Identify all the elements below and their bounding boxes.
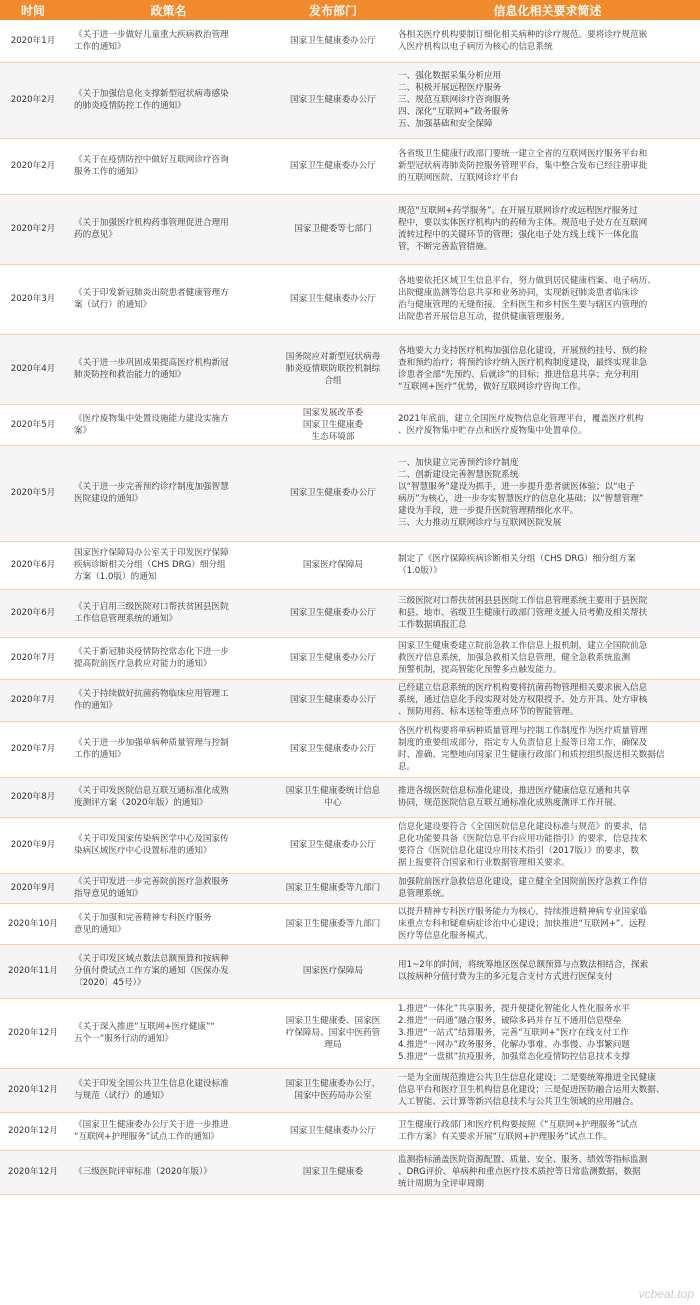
- cell-requirements: [395, 404, 700, 445]
- cell-requirements-line: 已经建立信息系统的医疗机构要将抗菌药物管理相关要求嵌入信息: [398, 683, 648, 693]
- cell-policy: [66, 679, 271, 721]
- table-row: [0, 445, 700, 541]
- cell-time: 2020年1月: [0, 20, 66, 62]
- cell-requirements: [395, 1112, 700, 1150]
- cell-requirements-line: 诊患者全部“先预约、后就诊”的目标；推进信息共享；充分利用: [398, 370, 639, 380]
- cell-time: 2020年4月: [0, 334, 66, 404]
- cell-policy-line: 《关于加强医疗机构药事管理促进合理用: [74, 218, 229, 228]
- cell-policy-line: 《医疗废物集中处置设施能力建设实施方: [74, 413, 229, 424]
- cell-policy: [66, 873, 271, 903]
- cell-dept: [271, 944, 395, 998]
- cell-policy-line: 《国家卫生健康委办公厅关于进一步推进: [74, 1120, 229, 1130]
- cell-dept-line: 国家卫生健康委办公厅: [290, 653, 376, 663]
- table-row: [0, 817, 700, 873]
- table-header: [0, 0, 700, 20]
- cell-requirements-line: 推进各级医院信息标准化建设，推进医疗健康信息互通和共享: [398, 786, 631, 796]
- table-row: [0, 679, 700, 721]
- cell-requirements: [395, 873, 700, 903]
- cell-requirements-line: 救医疗信息系统，加强急救相关信息管理，健全急救系统监测: [398, 653, 631, 663]
- cell-policy-line: 《关于进一步完善预约诊疗制度加强智慧: [74, 482, 229, 492]
- cell-dept: [271, 679, 395, 721]
- cell-requirements-line: 统计周期为全评审周期: [398, 1179, 484, 1189]
- table-row: [0, 873, 700, 903]
- cell-requirements-line: 管，不断完善监管措施。: [398, 242, 493, 252]
- table-row: [0, 264, 700, 334]
- cell-time: 2020年2月: [0, 194, 66, 264]
- cell-requirements: [395, 334, 700, 404]
- cell-requirements-line: 3.推进“一站式”结算服务，完善“互联网+”医疗在线支付工作: [398, 1028, 629, 1038]
- cell-policy: [66, 404, 271, 445]
- table-row: [0, 404, 700, 445]
- cell-requirements: [395, 998, 700, 1068]
- cell-requirements-line: 2021年底前，建立全国医疗废物信息化管理平台，覆盖医疗机构: [398, 413, 644, 424]
- cell-requirements: [395, 903, 700, 944]
- cell-requirements-line: 病历”为核心，进一步夯实智慧医疗的信息化基础；以“智慧管理”: [398, 494, 644, 504]
- cell-requirements-line: 息管理系统。: [398, 889, 450, 899]
- cell-requirements-line: 国家卫生健康委建立院前急救工作信息上报机制，建立全国院前急: [398, 641, 648, 651]
- cell-time: 2020年6月: [0, 589, 66, 637]
- cell-dept: [271, 20, 395, 62]
- cell-requirements-line: 医疗等信息化服务模式。: [398, 930, 493, 941]
- cell-dept-line: 生态环境部: [311, 431, 355, 442]
- cell-policy-line: 《关于加强和完善精神专科医疗服务: [74, 912, 212, 923]
- cell-time: 2020年12月: [0, 1068, 66, 1112]
- cell-requirements-line: 4.推进“一网办”政务服务，化解办事难、办事慢、办事繁问题: [398, 1040, 630, 1050]
- cell-dept-line: 国家卫生健康委办公厅: [290, 608, 376, 618]
- cell-time: 2020年7月: [0, 679, 66, 721]
- cell-policy: [66, 1112, 271, 1150]
- table-row: [0, 721, 700, 777]
- cell-requirements: [395, 194, 700, 264]
- cell-dept: [271, 541, 395, 589]
- header-policy: 政策名: [66, 0, 271, 20]
- cell-requirements-line: 5.推进“一盘棋”抗疫服务，加强常态化疫情防控信息技术支撑: [398, 1052, 630, 1062]
- cell-requirements-line: 卫生健康行政部门和医疗机构要按照《“互联网+护理服务”试点: [398, 1120, 638, 1130]
- cell-dept: [271, 62, 395, 138]
- cell-policy: [66, 944, 271, 998]
- cell-policy-line: 《关于加强信息化支撑新型冠状病毒感染: [74, 89, 229, 99]
- cell-policy-line: 《关于新冠肺炎疫情防控常态化下进一步: [74, 647, 229, 657]
- cell-dept: [271, 903, 395, 944]
- cell-dept: [271, 589, 395, 637]
- cell-requirements-line: 查和预约治疗；将预约诊疗纳入医疗机构制度建设，最终实现非急: [398, 358, 648, 368]
- cell-dept-line: 国家卫生健康委办公厅: [290, 695, 376, 705]
- cell-policy: [66, 20, 271, 62]
- cell-dept: [271, 998, 395, 1068]
- cell-policy-line: 《三级医院评审标准（2020年版）》: [74, 1167, 212, 1177]
- cell-requirements-line: 各相关医疗机构要制订细化相关病种的诊疗规范。要将诊疗规范嵌: [398, 29, 648, 40]
- cell-policy-line: 《关于印发进一步完善院前医疗急救服务: [74, 877, 229, 887]
- cell-policy: [66, 445, 271, 541]
- cell-dept-line: 中心: [324, 798, 342, 808]
- table-body: [0, 20, 700, 1194]
- cell-requirements-line: 系统，通过信息化手段实现对处方权限授予、处方开具、处方审核: [398, 695, 648, 705]
- cell-requirements: [395, 679, 700, 721]
- cell-policy-line: 案（试行）的通知》: [74, 300, 152, 310]
- cell-dept: [271, 264, 395, 334]
- cell-requirements-line: 、医疗废物集中贮存点和医疗废物集中处置单位。: [398, 425, 588, 436]
- cell-requirements-line: 工作数据填报汇总: [398, 620, 467, 630]
- cell-requirements-line: 治与健康管理的无缝衔接。全科医生和乡村医生要与辖区内管理的: [398, 300, 648, 310]
- cell-requirements-line: 加强院前医疗急救信息化建设，建立健全全国院前医疗急救工作信: [398, 877, 648, 887]
- cell-requirements-line: 三、大力推动互联网诊疗与互联网医院发展: [398, 518, 562, 528]
- table-row: [0, 541, 700, 589]
- header-row: [0, 0, 700, 20]
- cell-policy-line: 〔2020〕45号）》: [74, 978, 146, 988]
- cell-dept-line: 理局: [324, 1040, 342, 1050]
- cell-policy: [66, 817, 271, 873]
- cell-requirements-line: 要符合《医院信息化建设应用技术指引（2017版）》的要求，数: [398, 846, 640, 856]
- cell-time: 2020年5月: [0, 445, 66, 541]
- cell-policy-line: 与规范（试行）的通知》: [74, 1091, 169, 1101]
- cell-requirements-line: 床重点专科和疑难病症诊治中心建设；加快推进“互联网+”、远程: [398, 918, 647, 929]
- cell-dept-line: 国家卫生健康委办公厅: [290, 35, 376, 46]
- cell-policy-line: 《关于印发新冠肺炎出院患者健康管理方: [74, 288, 229, 298]
- cell-dept-line: 国家卫生健康委: [302, 419, 364, 430]
- header-time: 时间: [0, 0, 66, 20]
- cell-requirements-line: 三、规范互联网诊疗咨询服务: [398, 95, 510, 105]
- cell-requirements: [395, 944, 700, 998]
- cell-dept: [271, 404, 395, 445]
- cell-policy-line: 指导意见的通知》: [74, 889, 143, 899]
- cell-policy-line: 药的意见》: [74, 230, 117, 240]
- cell-policy-line: 国家医疗保障局办公室关于印发医疗保障: [74, 548, 229, 558]
- cell-requirements-line: “互联网+医疗”优势，做好互联网诊疗咨询工作。: [398, 382, 586, 392]
- table-row: [0, 589, 700, 637]
- cell-requirements-line: 一、强化数据采集分析应用: [398, 71, 502, 81]
- cell-requirements-line: 人工智能、云计算等新兴信息技术与公共卫生领域的应用融合。: [398, 1097, 639, 1107]
- cell-requirements: [395, 62, 700, 138]
- table-row: [0, 777, 700, 817]
- cell-requirements-line: 以提升精神专科医疗服务能力为核心，持续推进精神病专业国家临: [398, 906, 648, 917]
- cell-dept: [271, 334, 395, 404]
- cell-requirements-line: 各医疗机构要将单病种质量管理与控制工作制度作为医疗质量管理: [398, 726, 648, 736]
- cell-dept-line: 国家卫生健康委办公厅: [290, 744, 376, 754]
- cell-policy: [66, 541, 271, 589]
- cell-policy: [66, 589, 271, 637]
- table-row: [0, 1068, 700, 1112]
- cell-time: 2020年12月: [0, 998, 66, 1068]
- cell-time: 2020年12月: [0, 1150, 66, 1194]
- cell-requirements-line: 用1~2年的时间，将统筹地区医保总额预算与点数法相结合，探索: [398, 960, 649, 970]
- cell-requirements-line: （1.0版）》: [398, 566, 442, 576]
- cell-policy: [66, 138, 271, 194]
- header-dept: 发布部门: [271, 0, 395, 20]
- cell-policy: [66, 721, 271, 777]
- cell-dept: [271, 138, 395, 194]
- cell-requirements-line: 新型冠状病毒肺炎防控服务管理平台，集中整合发布已经注册审批: [398, 161, 648, 171]
- cell-policy-line: 染病区域医疗中心设置标准的通知》: [74, 846, 212, 856]
- cell-requirements: [395, 541, 700, 589]
- cell-requirements-line: 一是为全面规范推进公共卫生信息化建设；二是要统筹推进全民健康: [398, 1073, 656, 1083]
- cell-dept-line: 国家卫生健康委等九部门: [285, 883, 381, 893]
- cell-time: 2020年7月: [0, 637, 66, 679]
- cell-requirements-line: 入医疗机构以电子病历为核心的信息系统: [398, 41, 553, 52]
- cell-requirements-line: 协同，规范医院信息互联互通标准化成熟度测评工作开展。: [398, 798, 622, 808]
- cell-time: 2020年9月: [0, 873, 66, 903]
- cell-policy-line: 肺炎防控和救治能力的通知》: [74, 370, 186, 380]
- cell-policy-line: 五个一”服务行动的通知》: [74, 1034, 173, 1044]
- cell-policy-line: 《关于印发区域点数法总额预算和按病种: [74, 954, 229, 964]
- cell-policy-line: 分值付费试点工作方案的通知（医保办发: [74, 966, 229, 976]
- cell-requirements: [395, 445, 700, 541]
- cell-dept-line: 国家医疗保障局: [302, 966, 364, 976]
- cell-time: 2020年11月: [0, 944, 66, 998]
- cell-dept-line: 国务院应对新型冠状病毒: [285, 352, 381, 362]
- cell-requirements: [395, 589, 700, 637]
- cell-policy-line: 《关于启用三级医院对口帮扶贫困县医院: [74, 602, 229, 612]
- cell-requirements-line: 预警机制，提高智能化预警多点触发能力。: [398, 665, 562, 675]
- cell-policy: [66, 998, 271, 1068]
- cell-policy-line: 案》: [74, 425, 92, 436]
- table-row: [0, 1150, 700, 1194]
- cell-requirements-line: 程中，要以实体医疗机构内的药师为主体。规范电子处方在互联网: [398, 218, 648, 228]
- cell-dept: [271, 194, 395, 264]
- cell-policy: [66, 1150, 271, 1194]
- cell-policy-line: 《关于印发全国公共卫生信息化建设标准: [74, 1079, 229, 1089]
- cell-dept-line: 国家卫健委等七部门: [294, 224, 372, 234]
- cell-policy-line: 《关于印发医院信息互联互通标准化成熟: [74, 786, 229, 796]
- table-row: [0, 20, 700, 62]
- cell-policy-line: 作的通知》: [74, 701, 117, 711]
- cell-dept: [271, 817, 395, 873]
- cell-dept: [271, 873, 395, 903]
- cell-dept-line: 国家卫生健康委: [302, 1167, 364, 1177]
- cell-policy-line: 《关于持续做好抗菌药物临床应用管理工: [74, 689, 229, 699]
- cell-dept: [271, 445, 395, 541]
- cell-requirements-line: 信息平台和医疗卫生机构信息化建设；三是促进医防融合运用大数据、: [398, 1085, 665, 1095]
- cell-requirements: [395, 777, 700, 817]
- cell-policy-line: 方案（1.0版）的通知: [74, 572, 157, 582]
- table-row: [0, 138, 700, 194]
- cell-policy: [66, 1068, 271, 1112]
- cell-dept-line: 国家卫生健康委、国家医: [285, 1016, 381, 1026]
- table-row: [0, 62, 700, 138]
- cell-policy: [66, 264, 271, 334]
- cell-dept-line: 合组: [324, 376, 342, 386]
- cell-policy-line: 工作信息管理系统的通知》: [74, 614, 178, 624]
- cell-time: 2020年7月: [0, 721, 66, 777]
- cell-policy: [66, 194, 271, 264]
- cell-requirements-line: 息化功能要具备《医院信息平台应用功能指引》的要求，信息技术: [398, 834, 648, 844]
- cell-dept-line: 国家卫生健康委统计信息: [285, 786, 381, 796]
- cell-requirements-line: 据上报要符合国家和行业数据管理相关要求。: [398, 858, 570, 868]
- cell-requirements-line: 以按病种分值付费为主的多元复合支付方式进行医保支付: [398, 972, 613, 982]
- cell-requirements-line: 二、积极开展远程医疗服务: [398, 83, 502, 93]
- cell-time: 2020年8月: [0, 777, 66, 817]
- cell-requirements-line: 规范“互联网+药学服务”。在开展互联网诊疗或远程医疗服务过: [398, 206, 638, 216]
- cell-requirements: [395, 20, 700, 62]
- cell-policy-line: 意见的通知》: [74, 924, 126, 935]
- cell-requirements-line: 时、准确、完整地向国家卫生健康行政部门和质控组织报送相关数据信: [398, 750, 665, 760]
- cell-requirements-line: 制定了《医疗保障疾病诊断相关分组（CHS DRG）细分组方案: [398, 554, 636, 564]
- cell-dept-line: 国家中医药局办公室: [294, 1091, 372, 1101]
- cell-requirements-line: 以“智慧服务”建设为抓手，进一步提升患者就医体验；以“电子: [398, 482, 635, 492]
- cell-dept-line: 国家卫生健康委办公厅: [290, 95, 376, 105]
- cell-dept: [271, 637, 395, 679]
- cell-requirements-line: 制度的重要组成部分，指定专人负责信息上报等日常工作，确保及: [398, 738, 648, 748]
- cell-dept-line: 国家卫生健康委办公厅: [290, 840, 376, 850]
- cell-requirements-line: 各地要依托区域卫生信息平台，努力做到居民健康档案、电子病历、: [398, 276, 656, 286]
- table-row: [0, 334, 700, 404]
- cell-policy-line: 的肺炎疫情防控工作的通知》: [74, 101, 186, 111]
- cell-requirements-line: 一、加快建立完善预约诊疗制度: [398, 458, 519, 468]
- cell-requirements-line: 息。: [398, 762, 416, 772]
- cell-policy-line: 服务工作的通知》: [74, 167, 143, 177]
- cell-requirements-line: 五、加强基础和安全保障: [398, 119, 493, 129]
- cell-dept-line: 国家卫生健康委办公厅: [290, 1126, 376, 1136]
- cell-dept-line: 肺炎疫情联防联控机制综: [285, 364, 381, 374]
- cell-requirements-line: 各地要大力支持医疗机构加强信息化建设，开展预约挂号、预约检: [398, 346, 648, 356]
- cell-policy-line: “互联网+护理服务”试点工作的通知》: [74, 1132, 220, 1142]
- cell-policy-line: 《关于在疫情防控中做好互联网诊疗咨询: [74, 155, 229, 165]
- cell-policy: [66, 334, 271, 404]
- watermark-text: vcbeat.top: [638, 1287, 694, 1301]
- table-row: [0, 1112, 700, 1150]
- header-requirements: 信息化相关要求简述: [395, 0, 700, 20]
- cell-requirements-line: 和县、地市、省级卫生健康行政部门管理支援人员考勤及相关帮扶: [398, 608, 648, 618]
- cell-requirements-line: 2.推进“一码通”融合服务，破除多码并存互不通用信息壁垒: [398, 1016, 622, 1026]
- cell-requirements: [395, 264, 700, 334]
- cell-time: 2020年2月: [0, 138, 66, 194]
- cell-dept: [271, 777, 395, 817]
- cell-policy-line: 医院建设的通知》: [74, 494, 143, 504]
- cell-dept: [271, 721, 395, 777]
- cell-policy-line: 度测评方案（2020年版）的通知》: [74, 798, 208, 808]
- cell-dept: [271, 1150, 395, 1194]
- cell-requirements-line: 监测指标涵盖医院资源配置、质量、安全、服务、绩效等指标监测: [398, 1155, 648, 1165]
- cell-policy-line: 《关于进一步巩固成果提高医疗机构新冠: [74, 358, 229, 368]
- cell-time: 2020年2月: [0, 62, 66, 138]
- cell-dept-line: 国家卫生健康委办公厅、: [285, 1079, 381, 1089]
- cell-dept-line: 国家卫生健康委办公厅: [290, 488, 376, 498]
- table-row: [0, 637, 700, 679]
- cell-policy: [66, 777, 271, 817]
- cell-time: 2020年10月: [0, 903, 66, 944]
- cell-requirements-line: 、DRG评价、单病种和重点医疗技术质控等日常监测数据，数据: [398, 1167, 641, 1177]
- cell-policy: [66, 637, 271, 679]
- cell-dept-line: 国家卫生健康委办公厅: [290, 161, 376, 171]
- cell-time: 2020年3月: [0, 264, 66, 334]
- cell-time: 2020年5月: [0, 404, 66, 445]
- cell-dept: [271, 1112, 395, 1150]
- cell-requirements-line: 1.推进“一体化”共享服务，提升便捷化智能化人性化服务水平: [398, 1004, 630, 1014]
- cell-time: 2020年6月: [0, 541, 66, 589]
- cell-requirements-line: 流转过程中的关键环节的管理；强化电子处方线上线下一体化监: [398, 230, 639, 240]
- cell-requirements: [395, 637, 700, 679]
- cell-requirements-line: 三级医院对口帮扶贫困县县医院工作信息管理系统主要用于县医院: [398, 596, 648, 606]
- cell-dept-line: 国家卫生健康委办公厅: [290, 294, 376, 304]
- cell-policy-line: 《关于印发国家传染病医学中心及国家传: [74, 834, 229, 844]
- cell-policy-line: 《关于进一步做好儿童重大疾病救治管理: [74, 29, 229, 40]
- cell-requirements: [395, 1150, 700, 1194]
- cell-policy-line: 工作的通知》: [74, 41, 126, 52]
- cell-requirements-line: 四、深化“互联网+”政务服务: [398, 107, 509, 117]
- cell-requirements-line: 出院患者开展信息互动，提供健康管理服务。: [398, 312, 570, 322]
- cell-dept-line: 国家卫生健康委等九部门: [285, 918, 381, 929]
- cell-requirements-line: 、预防用药、标本送检等重点环节的智能管理。: [398, 707, 579, 717]
- cell-policy-line: 提高院前医疗急救应对能力的通知》: [74, 659, 212, 669]
- cell-policy: [66, 903, 271, 944]
- cell-requirements-line: 出院健康监测等信息共享和业务协同，实现新冠肺炎患者临床诊: [398, 288, 639, 298]
- cell-policy-line: 工作的通知》: [74, 750, 126, 760]
- table-row: [0, 998, 700, 1068]
- cell-requirements: [395, 721, 700, 777]
- cell-policy-line: 《关于进一步加强单病种质量管理与控制: [74, 738, 229, 748]
- table-row: [0, 194, 700, 264]
- cell-requirements-line: 信息化建设要符合《全国医院信息化建设标准与规范》的要求，信: [398, 822, 648, 832]
- cell-time: 2020年9月: [0, 817, 66, 873]
- cell-requirements-line: 的互联网医院、互联网诊疗平台: [398, 173, 519, 183]
- cell-policy: [66, 62, 271, 138]
- cell-policy-line: 疾病诊断相关分组（CHS DRG）细分组: [74, 560, 226, 570]
- cell-requirements: [395, 817, 700, 873]
- cell-requirements: [395, 1068, 700, 1112]
- cell-dept-line: 国家医疗保障局: [302, 560, 364, 570]
- cell-requirements-line: 各省级卫生健康行政部门要统一建立全省的互联网医疗服务平台和: [398, 149, 648, 159]
- table-row: [0, 903, 700, 944]
- table-row: [0, 944, 700, 998]
- cell-requirements-line: 工作方案》有关要求开展“互联网+护理服务”试点工作。: [398, 1132, 612, 1142]
- cell-dept-line: 疗保障局、国家中医药管: [285, 1028, 381, 1038]
- cell-requirements: [395, 138, 700, 194]
- cell-requirements-line: 建设为手段，进一步提升医院管理精细化水平。: [398, 506, 579, 516]
- cell-dept-line: 国家发展改革委: [302, 407, 364, 418]
- cell-requirements-line: 二、创新建设完善智慧医院系统: [398, 470, 519, 480]
- cell-dept: [271, 1068, 395, 1112]
- cell-time: 2020年12月: [0, 1112, 66, 1150]
- cell-policy-line: 《关于深入推进“互联网+医疗健康”“: [74, 1022, 215, 1032]
